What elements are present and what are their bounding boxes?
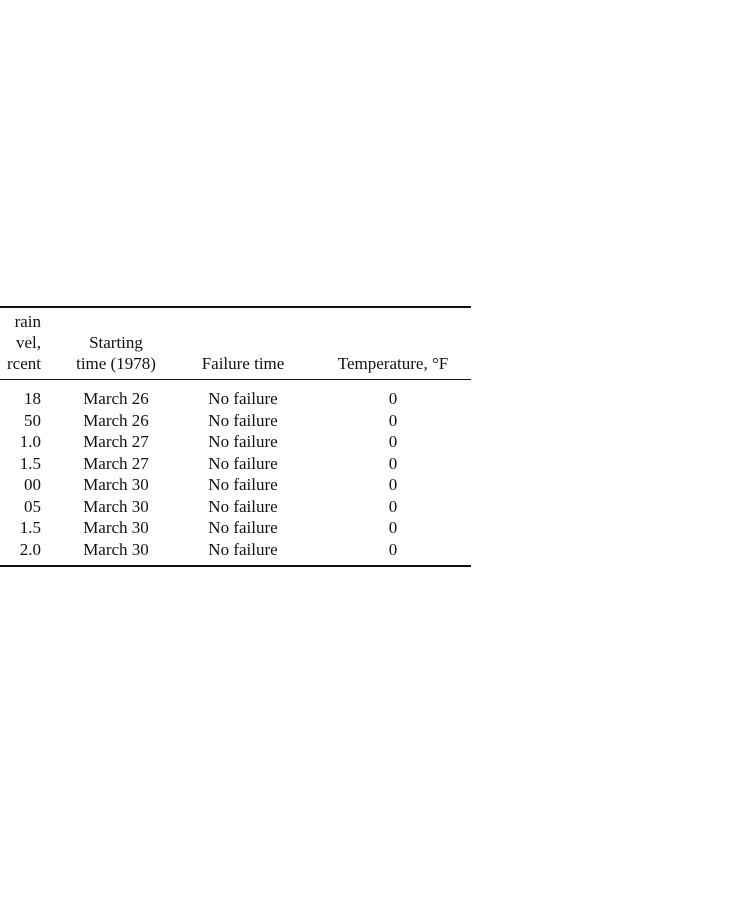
cell-starting-time: March 30 [83,475,149,494]
cell-temperature: 0 [388,432,398,451]
header-starting-line-1: Starting [89,333,143,352]
cell-failure-time: No failure [208,475,278,494]
cell-strain: 50 [24,410,41,430]
cell-starting-time: March 30 [83,496,149,516]
cell-strain: 1.0 [19,432,41,451]
header-rule [0,379,471,380]
cell-starting-time: March 30 [83,518,149,537]
top-rule [0,306,471,308]
cell-strain: 00 [24,475,41,494]
cell-temperature: 0 [388,475,398,494]
cell-temperature: 0 [388,518,398,537]
cell-strain: 2.0 [19,539,41,559]
header-strain-line-2: vel, [15,333,41,352]
cell-failure-time: No failure [208,410,278,430]
cell-temperature: 0 [388,410,398,430]
cell-failure-time: No failure [208,539,278,559]
cell-strain: 1.5 [19,518,41,537]
cell-temperature: 0 [388,389,398,408]
cell-strain: 18 [24,389,41,408]
header-temperature: Temperature, °F [337,354,449,373]
cell-temperature: 0 [388,453,398,473]
cell-failure-time: No failure [208,518,278,537]
header-starting-line-2: time (1978) [76,354,156,373]
cell-failure-time: No failure [208,496,278,516]
cell-starting-time: March 27 [83,432,149,451]
cell-temperature: 0 [388,539,398,559]
cell-strain: 05 [24,496,41,516]
cell-failure-time: No failure [208,389,278,408]
bottom-rule [0,565,471,567]
header-strain-line-3: rcent [7,354,41,373]
cell-starting-time: March 26 [83,389,149,408]
cell-failure-time: No failure [208,453,278,473]
header-starting-time [60,332,172,374]
header-strain-level [7,311,41,374]
cell-strain: 1.5 [19,453,41,473]
cell-temperature: 0 [388,496,398,516]
cell-starting-time: March 26 [83,410,149,430]
header-strain-line-1: rain [14,312,41,331]
cell-starting-time: March 30 [83,539,149,559]
cell-starting-time: March 27 [83,453,149,473]
cell-failure-time: No failure [208,432,278,451]
header-failure-time: Failure time [201,354,285,373]
